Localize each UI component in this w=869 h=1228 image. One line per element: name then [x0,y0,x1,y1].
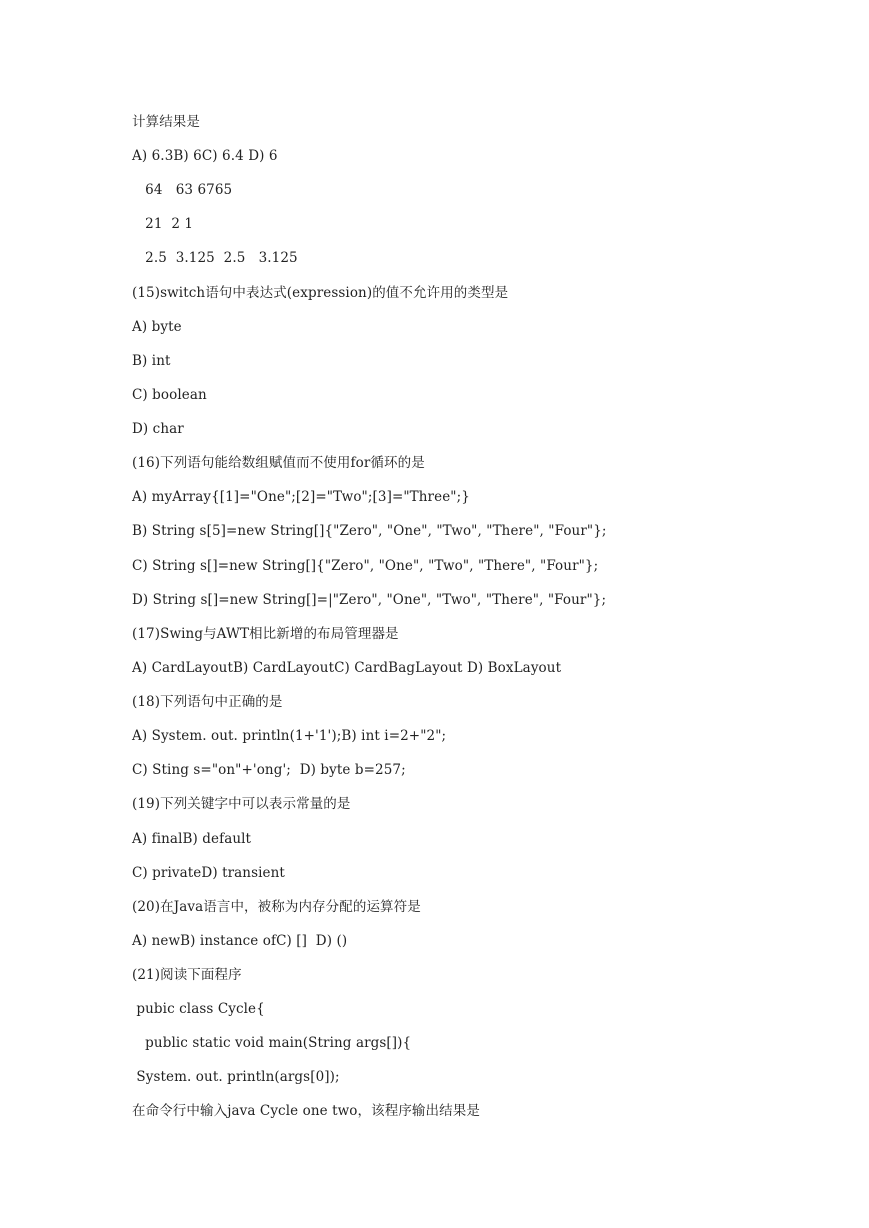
code-line-class: pubic class Cycle{ [132,1001,265,1017]
question-14-stem: 计算结果是 [132,114,200,130]
question-16-option-c: C) String s[]=new String[]{"Zero", "One", "Two", "There", "Four"}; [132,558,599,574]
question-19-stem: (19)下列关键字中可以表示常量的是 [132,796,351,812]
question-15-option-b: B) int [132,353,171,369]
question-18-options-cd: C) Sting s="on"+'ong'; D) byte b=257; [132,762,406,778]
question-15-option-d: D) char [132,421,184,437]
question-14-values: 2.5 3.125 2.5 3.125 [132,250,298,266]
question-18-stem: (18)下列语句中正确的是 [132,694,283,710]
question-16-option-a: A) myArray{[1]="One";[2]="Two";[3]="Three";} [132,489,470,505]
question-21-stem: (21)阅读下面程序 [132,967,242,983]
question-16-option-d: D) String s[]=new String[]=|"Zero", "One", "Two", "There", "Four"}; [132,592,607,608]
question-15-stem: (15)switch语句中表达式(expression)的值不允许用的类型是 [132,285,509,301]
code-line-main: public static void main(String args[]){ [132,1035,412,1051]
question-16-option-b: B) String s[5]=new String[]{"Zero", "One", "Two", "There", "Four"}; [132,523,607,539]
question-18-options-ab: A) System. out. println(1+'1');B) int i=2+"2"; [132,728,447,744]
question-19-options-ab: A) finalB) default [132,831,252,847]
question-20-stem: (20)在Java语言中，被称为内存分配的运算符是 [132,899,421,915]
question-14-fraction-denominators: 21 2 1 [132,216,194,232]
question-20-options: A) newB) instance ofC) [] D) () [132,933,348,949]
question-17-stem: (17)Swing与AWT相比新增的布局管理器是 [132,626,399,642]
question-15-option-a: A) byte [132,319,182,335]
question-14-options: A) 6.3B) 6C) 6.4 D) 6 [132,148,278,164]
question-14-fraction-numerators: 64 63 6765 [132,182,233,198]
question-16-stem: (16)下列语句能给数组赋值而不使用for循环的是 [132,455,425,471]
question-17-options: A) CardLayoutB) CardLayoutC) CardBagLayout D) BoxLayout [132,660,562,676]
code-line-println: System. out. println(args[0]); [132,1069,340,1085]
question-15-option-c: C) boolean [132,387,207,403]
question-21-prompt: 在命令行中输入java Cycle one two，该程序输出结果是 [132,1103,480,1119]
question-19-options-cd: C) privateD) transient [132,865,285,881]
